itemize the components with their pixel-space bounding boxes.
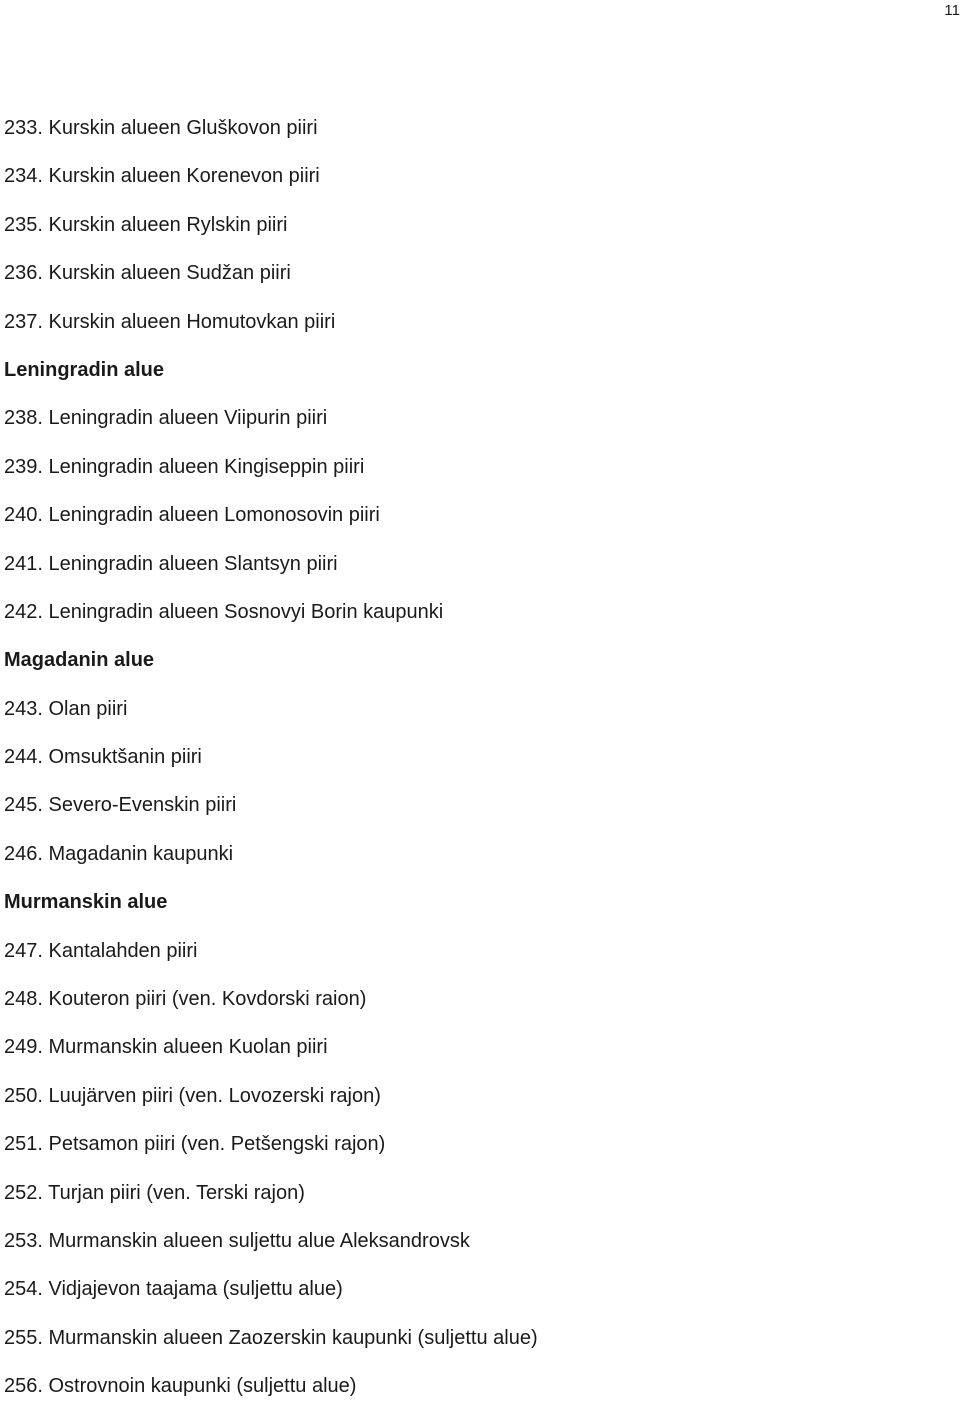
- list-item: 242. Leningradin alueen Sosnovyi Borin kaupunki: [4, 600, 444, 623]
- list-item: 256. Ostrovnoin kaupunki (suljettu alue): [4, 1375, 357, 1398]
- list-item: 233. Kurskin alueen Gluškovon piiri: [4, 117, 318, 139]
- list-item: 252. Turjan piiri (ven. Terski rajon): [4, 1181, 305, 1204]
- list-item: 254. Vidjajevon taajama (suljettu alue): [4, 1278, 343, 1301]
- list-item: 238. Leningradin alueen Viipurin piiri: [4, 407, 328, 430]
- list-item: 240. Leningradin alueen Lomonosovin piiri: [4, 504, 380, 527]
- list-item: 241. Leningradin alueen Slantsyn piiri: [4, 552, 338, 575]
- list-item: 247. Kantalahden piiri: [4, 939, 198, 962]
- list-item: 253. Murmanskin alueen suljettu alue Aleksandrovsk: [4, 1229, 470, 1252]
- list-item: 249. Murmanskin alueen Kuolan piiri: [4, 1036, 328, 1059]
- page-number: 11: [944, 2, 960, 19]
- list-item: 235. Kurskin alueen Rylskin piiri: [4, 213, 288, 236]
- list-item: 250. Luujärven piiri (ven. Lovozerski rajon): [4, 1084, 381, 1107]
- list-item: 246. Magadanin kaupunki: [4, 842, 234, 865]
- list-item: 239. Leningradin alueen Kingiseppin piiri: [4, 455, 365, 478]
- list-item: 251. Petsamon piiri (ven. Petšengski rajon): [4, 1133, 386, 1156]
- document-body: [4, 104, 944, 1411]
- list-item: 248. Kouteron piiri (ven. Kovdorski raion): [4, 988, 367, 1011]
- list-item: 244. Omsuktšanin piiri: [4, 746, 202, 769]
- section-heading: Leningradin alue: [4, 358, 165, 381]
- section-heading: Murmanskin alue: [4, 891, 168, 914]
- list-item: 243. Olan piiri: [4, 697, 128, 720]
- list-item: 234. Kurskin alueen Korenevon piiri: [4, 165, 320, 188]
- list-item: 236. Kurskin alueen Sudžan piiri: [4, 262, 291, 285]
- list-item: 245. Severo-Evenskin piiri: [4, 794, 237, 817]
- list-item: 255. Murmanskin alueen Zaozerskin kaupunki (suljettu alue): [4, 1326, 538, 1349]
- list-item: 237. Kurskin alueen Homutovkan piiri: [4, 310, 336, 333]
- section-heading: Magadanin alue: [4, 649, 155, 672]
